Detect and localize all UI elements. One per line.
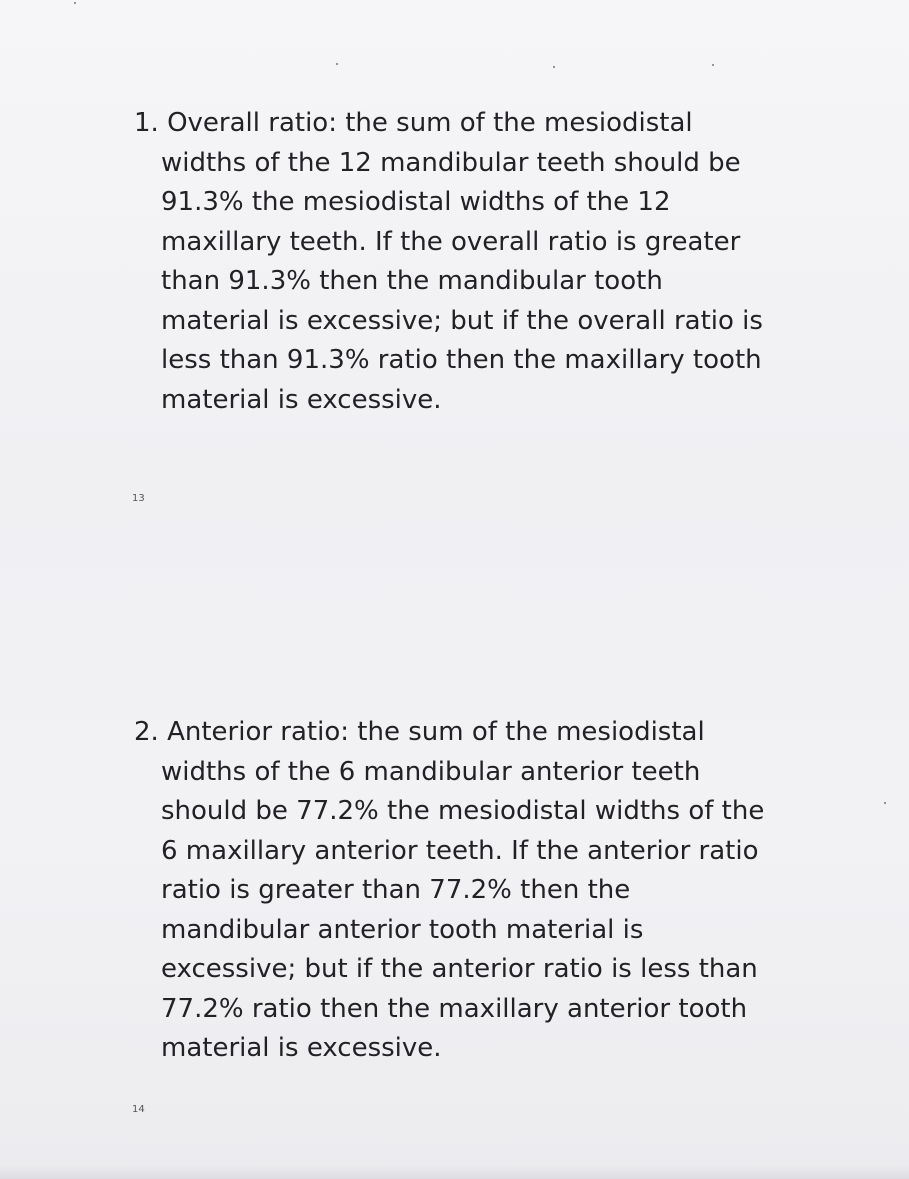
text-line: material is excessive.	[161, 384, 442, 415]
scan-speck	[884, 802, 886, 804]
scan-edge	[0, 1165, 909, 1179]
scan-speck	[336, 63, 338, 65]
text-line: material is excessive; but if the overall ratio is	[161, 305, 763, 336]
text-line: ratio is greater than 77.2% then the	[161, 875, 631, 905]
text-line: 77.2% ratio then the maxillary anterior tooth	[161, 993, 748, 1024]
text-line: 91.3% the mesiodistal widths of the 12	[161, 187, 671, 217]
scan-speck	[712, 64, 714, 66]
text-line: widths of the 6 mandibular anterior teeth	[161, 756, 701, 787]
list-item-overall-ratio	[134, 104, 814, 420]
scan-speck	[74, 2, 76, 4]
scan-speck	[553, 66, 555, 68]
text-line: less than 91.3% ratio then the maxillary tooth	[161, 345, 762, 375]
text-line: 1. Overall ratio: the sum of the mesiodistal	[134, 108, 693, 138]
text-line: widths of the 12 mandibular teeth should be	[161, 147, 741, 178]
text-line: mandibular anterior tooth material is	[161, 914, 644, 945]
page-number: 14	[132, 1104, 145, 1115]
page-number: 13	[132, 493, 145, 504]
text-line: material is excessive.	[161, 1033, 442, 1063]
text-line: 6 maxillary anterior teeth. If the anterior ratio	[161, 835, 759, 866]
text-line: excessive; but if the anterior ratio is less than	[161, 954, 758, 984]
text-line: maxillary teeth. If the overall ratio is greater	[161, 226, 741, 257]
list-item-anterior-ratio	[134, 713, 814, 1069]
text-line: should be 77.2% the mesiodistal widths of the	[161, 796, 765, 826]
text-line: than 91.3% then the mandibular tooth	[161, 266, 663, 296]
text-line: 2. Anterior ratio: the sum of the mesiodistal	[134, 717, 705, 747]
